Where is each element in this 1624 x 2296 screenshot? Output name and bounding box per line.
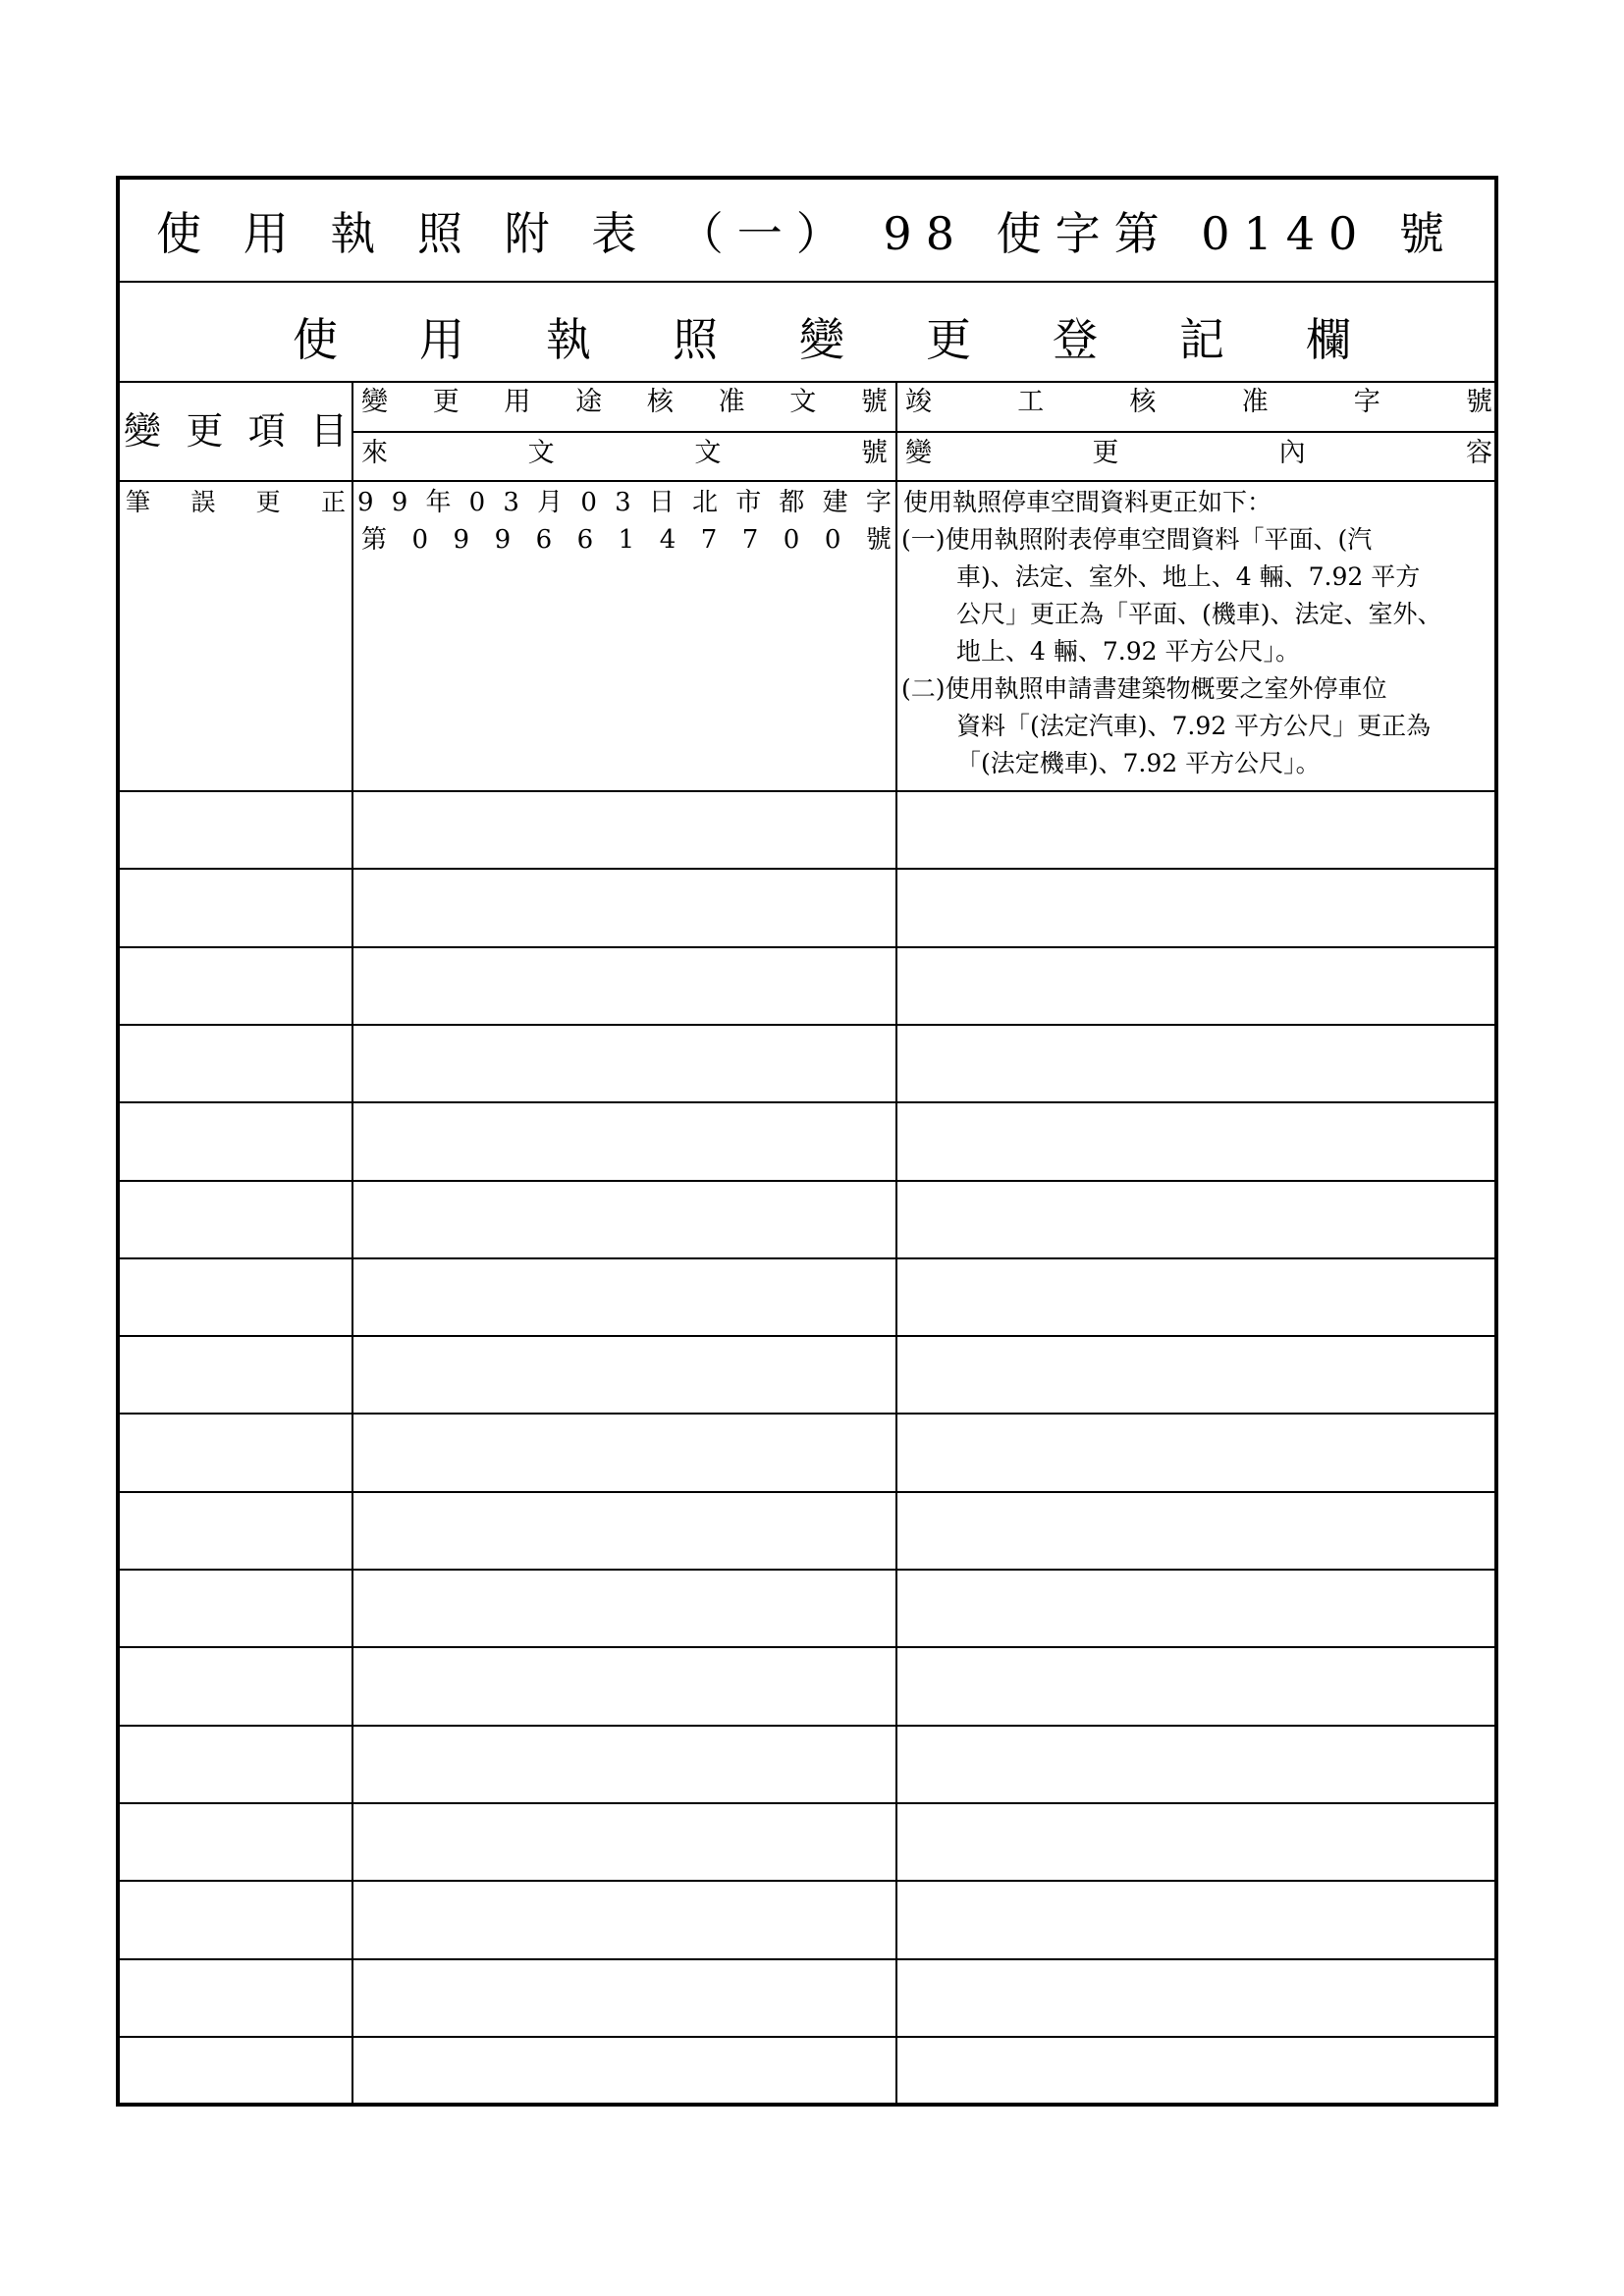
header-completion-approval-no-char: 工 <box>1017 387 1045 417</box>
empty-row-line <box>120 1413 1494 1415</box>
entry-doc-line-2-char: 號 <box>865 525 892 555</box>
entry-doc-line-2-char: 0 <box>824 525 841 555</box>
empty-row-line <box>120 1880 1494 1882</box>
header-completion-approval-no-char: 字 <box>1353 387 1380 417</box>
header-incoming-doc-no-char: 文 <box>527 438 555 468</box>
header-approval-doc-no-char: 變 <box>361 387 388 417</box>
entry-doc-line-2-char: 6 <box>535 525 553 555</box>
entry-doc-line-1-char: 9 <box>357 488 374 517</box>
header-completion-approval-no-char: 竣 <box>905 387 932 417</box>
entry-change-item-char: 筆 <box>126 488 151 516</box>
entry-doc-line-1-char: 都 <box>779 488 805 517</box>
entry-doc-line-1-char: 3 <box>503 488 519 517</box>
header-incoming-doc-no-char: 文 <box>694 438 722 468</box>
empty-row-line <box>120 946 1494 948</box>
form-subtitle-char: 記 <box>1179 313 1224 366</box>
empty-row-line <box>120 2036 1494 2038</box>
entry-doc-line-2-char: 第 <box>361 525 388 555</box>
entry-doc-line-1-char: 3 <box>615 488 631 517</box>
entry-doc-line-1-char: 年 <box>425 488 452 517</box>
header-approval-doc-no <box>361 388 888 417</box>
form-subtitle-char: 用 <box>419 313 464 366</box>
entry-doc-line-2-char: 0 <box>783 525 800 555</box>
empty-row-line <box>120 1024 1494 1026</box>
entry-doc-line-2-char: 0 <box>411 525 429 555</box>
header-approval-doc-no-char: 途 <box>575 387 603 417</box>
entry-doc-line-1-char: 0 <box>580 488 597 517</box>
entry-doc-line-2-char: 9 <box>453 525 470 555</box>
header-change-item-char: 項 <box>247 409 286 453</box>
header-change-content-char: 變 <box>905 438 932 468</box>
entry-change-item-char: 正 <box>320 488 346 516</box>
empty-row-line <box>120 1101 1494 1103</box>
form-subtitle-char: 更 <box>926 313 971 366</box>
header-change-content-char: 容 <box>1465 438 1492 468</box>
form-subtitle-row <box>120 281 1494 383</box>
entry-content-line-3: 車)、法定、室外、地上、4 輛、7.92 平方 <box>956 562 1421 591</box>
entry-content-line-6: (二)使用執照申請書建築物概要之室外停車位 <box>901 674 1387 703</box>
form-subtitle-char: 登 <box>1053 313 1098 366</box>
column-divider-2 <box>895 381 897 2103</box>
header-completion-approval-no <box>905 388 1492 417</box>
header-completion-approval-no-char: 核 <box>1129 387 1157 417</box>
entry-doc-line-1-char: 日 <box>648 488 675 517</box>
header-approval-doc-no-char: 准 <box>718 387 745 417</box>
form-frame <box>116 176 1498 2107</box>
form-subtitle-char: 照 <box>673 313 718 366</box>
header-approval-doc-no-char: 核 <box>646 387 674 417</box>
header-change-content <box>905 439 1492 468</box>
entry-content-line-1: 使用執照停車空間資料更正如下： <box>903 488 1272 516</box>
header-incoming-doc-no-char: 號 <box>860 438 888 468</box>
empty-row-line <box>120 1646 1494 1648</box>
entry-doc-line-1-char: 9 <box>391 488 408 517</box>
header-change-item <box>124 400 348 454</box>
header-divider <box>353 431 1494 433</box>
entry-doc-line-2-char: 9 <box>494 525 512 555</box>
entry-bottom-line <box>120 790 1494 792</box>
entry-content-line-2: (一)使用執照附表停車空間資料「平面、(汽 <box>901 525 1373 554</box>
form-subtitle-char: 變 <box>799 313 844 366</box>
entry-change-item-char: 更 <box>255 488 281 516</box>
empty-row-line <box>120 1257 1494 1259</box>
entry-content-line-4: 公尺」更正為「平面、(機車)、法定、室外、 <box>956 600 1442 628</box>
header-incoming-doc-no <box>361 439 888 468</box>
entry-doc-line-1-char: 字 <box>865 488 892 517</box>
header-change-item-char: 變 <box>124 409 162 453</box>
entry-doc-line-2-char: 1 <box>618 525 635 555</box>
header-approval-doc-no-char: 號 <box>860 387 888 417</box>
form-subtitle-char: 欄 <box>1306 313 1351 366</box>
empty-row-line <box>120 1725 1494 1727</box>
entry-change-item-char: 誤 <box>190 488 216 516</box>
column-divider-1 <box>352 381 353 2103</box>
entry-change-item <box>126 488 346 517</box>
empty-row-line <box>120 1958 1494 1960</box>
entry-content-line-8: 「(法定機車)、7.92 平方公尺」。 <box>956 749 1321 777</box>
empty-row-line <box>120 1180 1494 1182</box>
entry-doc-line-1-char: 北 <box>692 488 719 517</box>
header-completion-approval-no-char: 號 <box>1465 387 1492 417</box>
form-subtitle-char: 執 <box>546 313 591 366</box>
header-approval-doc-no-char: 更 <box>432 387 460 417</box>
header-change-content-char: 內 <box>1278 438 1306 468</box>
form-title-row <box>120 180 1494 283</box>
entry-doc-line-2-char: 4 <box>659 525 677 555</box>
header-completion-approval-no-char: 准 <box>1241 387 1269 417</box>
header-change-item-char: 目 <box>309 409 348 453</box>
entry-content-line-5: 地上、4 輛、7.92 平方公尺」。 <box>956 637 1300 666</box>
header-approval-doc-no-char: 文 <box>789 387 817 417</box>
empty-row-line <box>120 1569 1494 1571</box>
form-subtitle-char: 使 <box>293 313 338 366</box>
entry-doc-line-1-char: 建 <box>822 488 848 517</box>
entry-doc-line-1-char: 月 <box>537 488 564 517</box>
empty-row-line <box>120 1335 1494 1337</box>
header-approval-doc-no-char: 用 <box>504 387 531 417</box>
entry-content-line-7: 資料「(法定汽車)、7.92 平方公尺」更正為 <box>956 712 1432 740</box>
entry-doc-line-1-char: 0 <box>468 488 486 517</box>
entry-doc-line-1-char: 市 <box>735 488 762 517</box>
entry-doc-line-2-char: 7 <box>700 525 718 555</box>
empty-row-line <box>120 868 1494 870</box>
empty-row-line <box>120 1802 1494 1804</box>
entry-doc-line-2 <box>361 525 892 555</box>
entry-doc-line-2-char: 7 <box>741 525 759 555</box>
empty-row-line <box>120 1491 1494 1493</box>
form-title: 使 用 執 照 附 表 （一） 98 使字第 0140 號 <box>156 206 1458 260</box>
header-bottom-line <box>120 480 1494 482</box>
header-incoming-doc-no-char: 來 <box>361 438 388 468</box>
header-change-content-char: 更 <box>1092 438 1119 468</box>
entry-doc-line-1 <box>357 488 892 517</box>
entry-doc-line-2-char: 6 <box>576 525 594 555</box>
header-change-item-char: 更 <box>186 409 224 453</box>
